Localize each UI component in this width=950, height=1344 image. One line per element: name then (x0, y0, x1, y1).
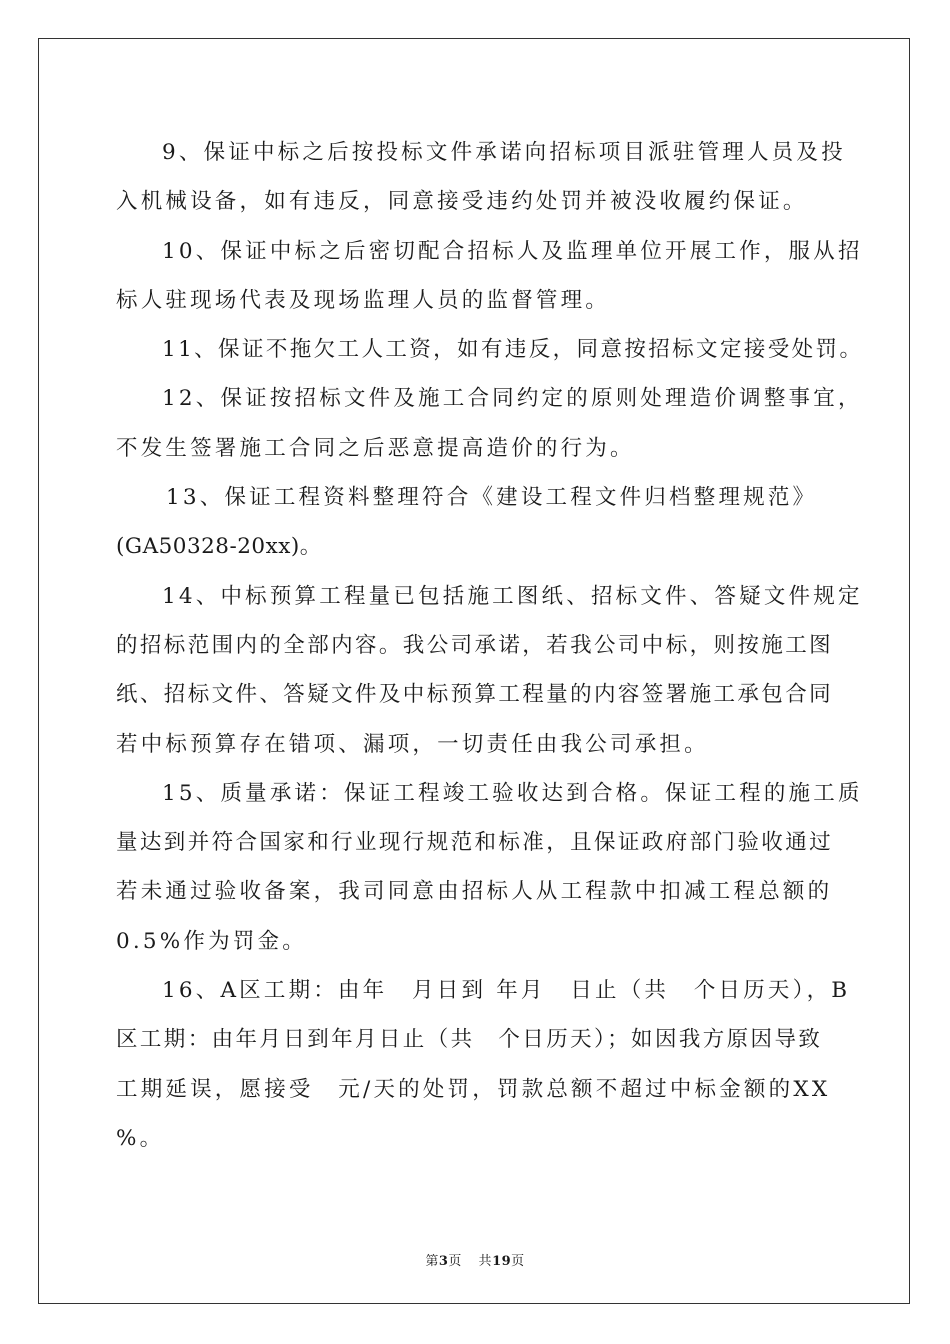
item-15-line-2: 量达到并符合国家和行业现行规范和标准，且保证政府部门验收通过 (116, 830, 834, 856)
page-number (425, 1254, 462, 1269)
total-suffix: 页 (511, 1254, 525, 1269)
item-13-line-1: 13、保证工程资料整理符合《建设工程文件归档整理规范》 (166, 485, 818, 511)
total-prefix: 共 (478, 1254, 493, 1269)
item-16-line-3: 工期延误，愿接受 元/天的处罚，罚款总额不超过中标金额的XX (116, 1076, 831, 1102)
current-page: 3 (438, 1254, 449, 1269)
item-15-line-1: 15、质量承诺：保证工程竣工验收达到合格。保证工程的施工质 (162, 780, 863, 806)
item-16-line-4: %。 (116, 1125, 165, 1151)
total-count: 19 (492, 1254, 512, 1269)
item-14-line-1: 14、中标预算工程量已包括施工图纸、招标文件、答疑文件规定 (162, 583, 863, 609)
item-13-line-2: (GA50328-20xx)。 (116, 534, 322, 560)
page-footer (0, 1250, 950, 1269)
page-prefix: 第 (425, 1254, 439, 1269)
total-pages (479, 1254, 525, 1269)
item-15-line-4: 0.5%作为罚金。 (116, 928, 307, 954)
item-12-line-1: 12、保证按招标文件及施工合同约定的原则处理造价调整事宜， (162, 386, 863, 412)
item-9-line-1: 9、保证中标之后按投标文件承诺向招标项目派驻管理人员及投 (162, 140, 846, 165)
item-14-line-2: 的招标范围内的全部内容。我公司承诺，若我公司中标，则按施工图 (116, 632, 834, 658)
document-body (116, 128, 864, 1163)
item-12-line-2: 不发生签署施工合同之后恶意提高造价的行为。 (116, 435, 635, 461)
item-15-line-3: 若未通过验收备案，我司同意由招标人从工程款中扣减工程总额的 (116, 879, 833, 905)
item-14-line-4: 若中标预算存在错项、漏项，一切责任由我公司承担。 (116, 731, 709, 757)
item-11-line-1: 11、保证不拖欠工人工资，如有违反，同意按招标文定接受处罚。 (162, 337, 864, 363)
item-9-line-2: 入机械设备，如有违反，同意接受违约处罚并被没收履约保证。 (116, 189, 808, 215)
page-suffix: 页 (448, 1254, 462, 1269)
item-16-line-1: 16、A区工期：由年 月日到 年月 日止（共 个日历天），B (162, 978, 851, 1004)
item-10-line-1: 10、保证中标之后密切配合招标人及监理单位开展工作，服从招 (162, 238, 863, 264)
item-10-line-2: 标人驻现场代表及现场监理人员的监督管理。 (116, 287, 611, 313)
item-14-line-3: 纸、招标文件、答疑文件及中标预算工程量的内容签署施工承包合同 (116, 682, 834, 708)
item-16-line-2: 区工期：由年月日到年月日止（共 个日历天）；如因我方原因导致 (116, 1027, 823, 1053)
